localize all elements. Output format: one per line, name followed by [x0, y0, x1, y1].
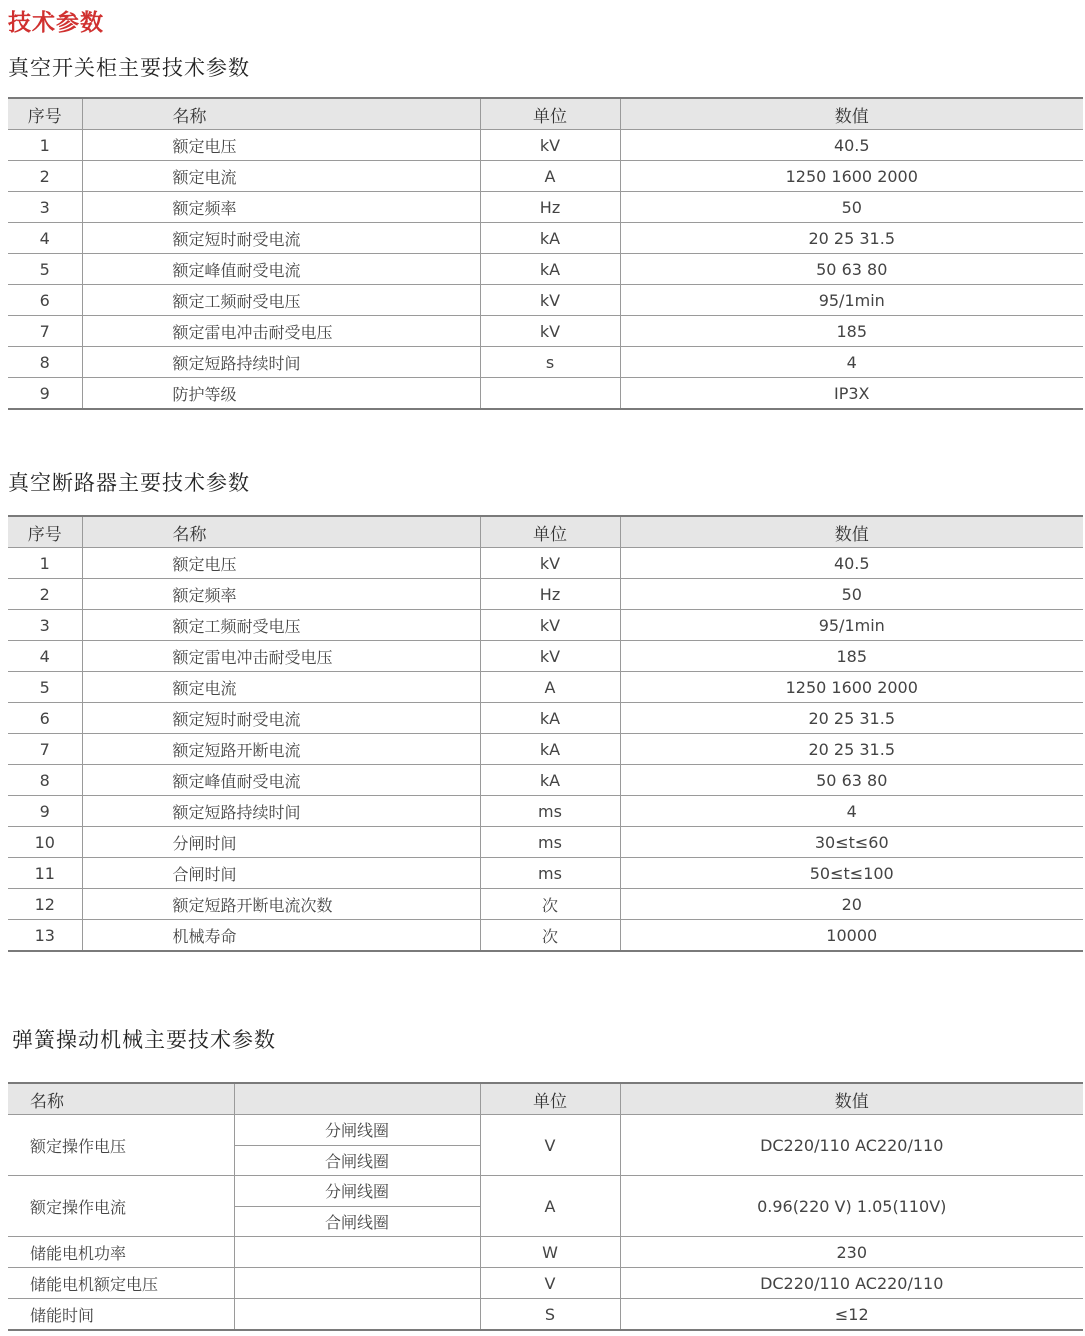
table-row: [8, 316, 1083, 347]
cell-no: 5: [8, 254, 82, 285]
cell-value: 1250 1600 2000: [620, 161, 1083, 192]
cell-no: 10: [8, 827, 82, 858]
cell-unit: 次: [480, 889, 620, 920]
header-name: 名称: [82, 516, 480, 548]
cell-no: 7: [8, 734, 82, 765]
table-header-row: [8, 1083, 1083, 1115]
cell-sub-open-coil: 分闸线圈: [234, 1176, 480, 1207]
table-row: [8, 579, 1083, 610]
cell-unit: [480, 378, 620, 410]
header-sub: [234, 1083, 480, 1115]
cell-unit: V: [480, 1268, 620, 1299]
cell-value: 20 25 31.5: [620, 734, 1083, 765]
table-header-row: [8, 516, 1083, 548]
cell-name: 额定峰值耐受电流: [82, 254, 480, 285]
cell-name: 额定电流: [82, 672, 480, 703]
cell-value: 1250 1600 2000: [620, 672, 1083, 703]
cell-name: 额定短时耐受电流: [82, 703, 480, 734]
page-title: 技术参数: [8, 10, 104, 36]
switchgear-spec-table: [8, 97, 1083, 410]
spring-mechanism-spec-table: [8, 1082, 1083, 1331]
cell-unit: Hz: [480, 192, 620, 223]
cell-no: 12: [8, 889, 82, 920]
cell-sub: [234, 1299, 480, 1331]
cell-value: IP3X: [620, 378, 1083, 410]
cell-unit: kA: [480, 223, 620, 254]
cell-no: 1: [8, 548, 82, 579]
cell-unit: kV: [480, 610, 620, 641]
cell-value: 50: [620, 579, 1083, 610]
cell-name: 额定工频耐受电压: [82, 610, 480, 641]
cell-name: 额定峰值耐受电流: [82, 765, 480, 796]
cell-no: 13: [8, 920, 82, 952]
table-row: [8, 858, 1083, 889]
cell-value: 185: [620, 641, 1083, 672]
header-value: 数值: [620, 1083, 1083, 1115]
cell-name: 额定短路持续时间: [82, 347, 480, 378]
cell-value: 20 25 31.5: [620, 223, 1083, 254]
table-row: [8, 254, 1083, 285]
cell-value: 4: [620, 796, 1083, 827]
cell-name: 储能电机额定电压: [8, 1268, 234, 1299]
table-row: [8, 827, 1083, 858]
cell-value: 10000: [620, 920, 1083, 952]
cell-no: 4: [8, 641, 82, 672]
cell-unit: kV: [480, 130, 620, 161]
cell-value: 230: [620, 1237, 1083, 1268]
cell-unit: kA: [480, 765, 620, 796]
cell-sub: [234, 1268, 480, 1299]
table-row: [8, 703, 1083, 734]
cell-name: 额定频率: [82, 579, 480, 610]
header-value: 数值: [620, 98, 1083, 130]
cell-name: 防护等级: [82, 378, 480, 410]
cell-sub-open-coil: 分闸线圈: [234, 1115, 480, 1146]
cell-no: 9: [8, 796, 82, 827]
cell-unit: kA: [480, 703, 620, 734]
cell-no: 8: [8, 765, 82, 796]
cell-unit: kV: [480, 548, 620, 579]
header-unit: 单位: [480, 98, 620, 130]
cell-unit: S: [480, 1299, 620, 1331]
cell-name: 额定短路持续时间: [82, 796, 480, 827]
table-row: [8, 1268, 1083, 1299]
table-row: [8, 285, 1083, 316]
cell-name: 额定短路开断电流次数: [82, 889, 480, 920]
cell-unit: kV: [480, 316, 620, 347]
spring-mechanism-section-title: 弹簧操动机械主要技术参数: [12, 1028, 276, 1052]
header-unit: 单位: [480, 1083, 620, 1115]
table-header-row: [8, 98, 1083, 130]
cell-value: 50 63 80: [620, 254, 1083, 285]
cell-unit: s: [480, 347, 620, 378]
table-row: [8, 378, 1083, 410]
cell-value: 50 63 80: [620, 765, 1083, 796]
cell-sub-close-coil: 合闸线圈: [234, 1145, 480, 1176]
breaker-spec-table: [8, 515, 1083, 952]
header-name: 名称: [8, 1083, 234, 1115]
table-row: [8, 548, 1083, 579]
cell-no: 4: [8, 223, 82, 254]
table-row: [8, 161, 1083, 192]
table-row: [8, 889, 1083, 920]
cell-no: 6: [8, 703, 82, 734]
header-value: 数值: [620, 516, 1083, 548]
cell-no: 8: [8, 347, 82, 378]
table-row: [8, 672, 1083, 703]
table-row: [8, 765, 1083, 796]
cell-name: 分闸时间: [82, 827, 480, 858]
cell-value: 40.5: [620, 548, 1083, 579]
cell-unit: V: [480, 1115, 620, 1176]
cell-value: 20: [620, 889, 1083, 920]
cell-name: 额定操作电流: [8, 1176, 234, 1237]
table-row: [8, 1176, 1083, 1207]
table-row: [8, 796, 1083, 827]
cell-value: DC220/110 AC220/110: [620, 1115, 1083, 1176]
cell-unit: A: [480, 672, 620, 703]
cell-value: 30≤t≤60: [620, 827, 1083, 858]
table-row: [8, 1115, 1083, 1146]
table-row: [8, 734, 1083, 765]
cell-name: 额定短时耐受电流: [82, 223, 480, 254]
cell-value: ≤12: [620, 1299, 1083, 1331]
cell-no: 2: [8, 161, 82, 192]
cell-name: 额定频率: [82, 192, 480, 223]
cell-name: 储能电机功率: [8, 1237, 234, 1268]
cell-value: 40.5: [620, 130, 1083, 161]
cell-value: 4: [620, 347, 1083, 378]
cell-no: 3: [8, 610, 82, 641]
cell-name: 额定雷电冲击耐受电压: [82, 316, 480, 347]
cell-unit: W: [480, 1237, 620, 1268]
switchgear-section-title: 真空开关柜主要技术参数: [8, 56, 250, 80]
cell-unit: Hz: [480, 579, 620, 610]
cell-no: 9: [8, 378, 82, 410]
cell-name: 机械寿命: [82, 920, 480, 952]
cell-no: 6: [8, 285, 82, 316]
cell-no: 1: [8, 130, 82, 161]
cell-no: 7: [8, 316, 82, 347]
cell-name: 合闸时间: [82, 858, 480, 889]
cell-sub: [234, 1237, 480, 1268]
cell-unit: 次: [480, 920, 620, 952]
header-name: 名称: [82, 98, 480, 130]
table-row: [8, 223, 1083, 254]
cell-value: 50: [620, 192, 1083, 223]
cell-value: 50≤t≤100: [620, 858, 1083, 889]
table-row: [8, 610, 1083, 641]
cell-value: 20 25 31.5: [620, 703, 1083, 734]
table-row: [8, 641, 1083, 672]
cell-no: 2: [8, 579, 82, 610]
cell-name: 额定电压: [82, 548, 480, 579]
cell-unit: A: [480, 161, 620, 192]
cell-unit: kV: [480, 641, 620, 672]
header-unit: 单位: [480, 516, 620, 548]
cell-unit: ms: [480, 827, 620, 858]
cell-name: 额定短路开断电流: [82, 734, 480, 765]
table-row: [8, 347, 1083, 378]
header-no: 序号: [8, 98, 82, 130]
header-no: 序号: [8, 516, 82, 548]
cell-no: 5: [8, 672, 82, 703]
cell-unit: A: [480, 1176, 620, 1237]
cell-unit: ms: [480, 796, 620, 827]
cell-value: 95/1min: [620, 610, 1083, 641]
cell-unit: kA: [480, 254, 620, 285]
breaker-section-title: 真空断路器主要技术参数: [8, 471, 250, 495]
cell-unit: kV: [480, 285, 620, 316]
cell-sub-close-coil: 合闸线圈: [234, 1206, 480, 1237]
cell-name: 额定工频耐受电压: [82, 285, 480, 316]
cell-value: 95/1min: [620, 285, 1083, 316]
table-row: [8, 192, 1083, 223]
cell-value: 0.96(220 V) 1.05(110V): [620, 1176, 1083, 1237]
cell-name: 额定电压: [82, 130, 480, 161]
cell-unit: kA: [480, 734, 620, 765]
cell-no: 3: [8, 192, 82, 223]
table-row: [8, 1237, 1083, 1268]
cell-name: 额定操作电压: [8, 1115, 234, 1176]
cell-no: 11: [8, 858, 82, 889]
cell-value: DC220/110 AC220/110: [620, 1268, 1083, 1299]
table-row: [8, 1299, 1083, 1331]
cell-unit: ms: [480, 858, 620, 889]
table-row: [8, 920, 1083, 952]
cell-value: 185: [620, 316, 1083, 347]
table-row: [8, 130, 1083, 161]
cell-name: 储能时间: [8, 1299, 234, 1331]
cell-name: 额定电流: [82, 161, 480, 192]
cell-name: 额定雷电冲击耐受电压: [82, 641, 480, 672]
